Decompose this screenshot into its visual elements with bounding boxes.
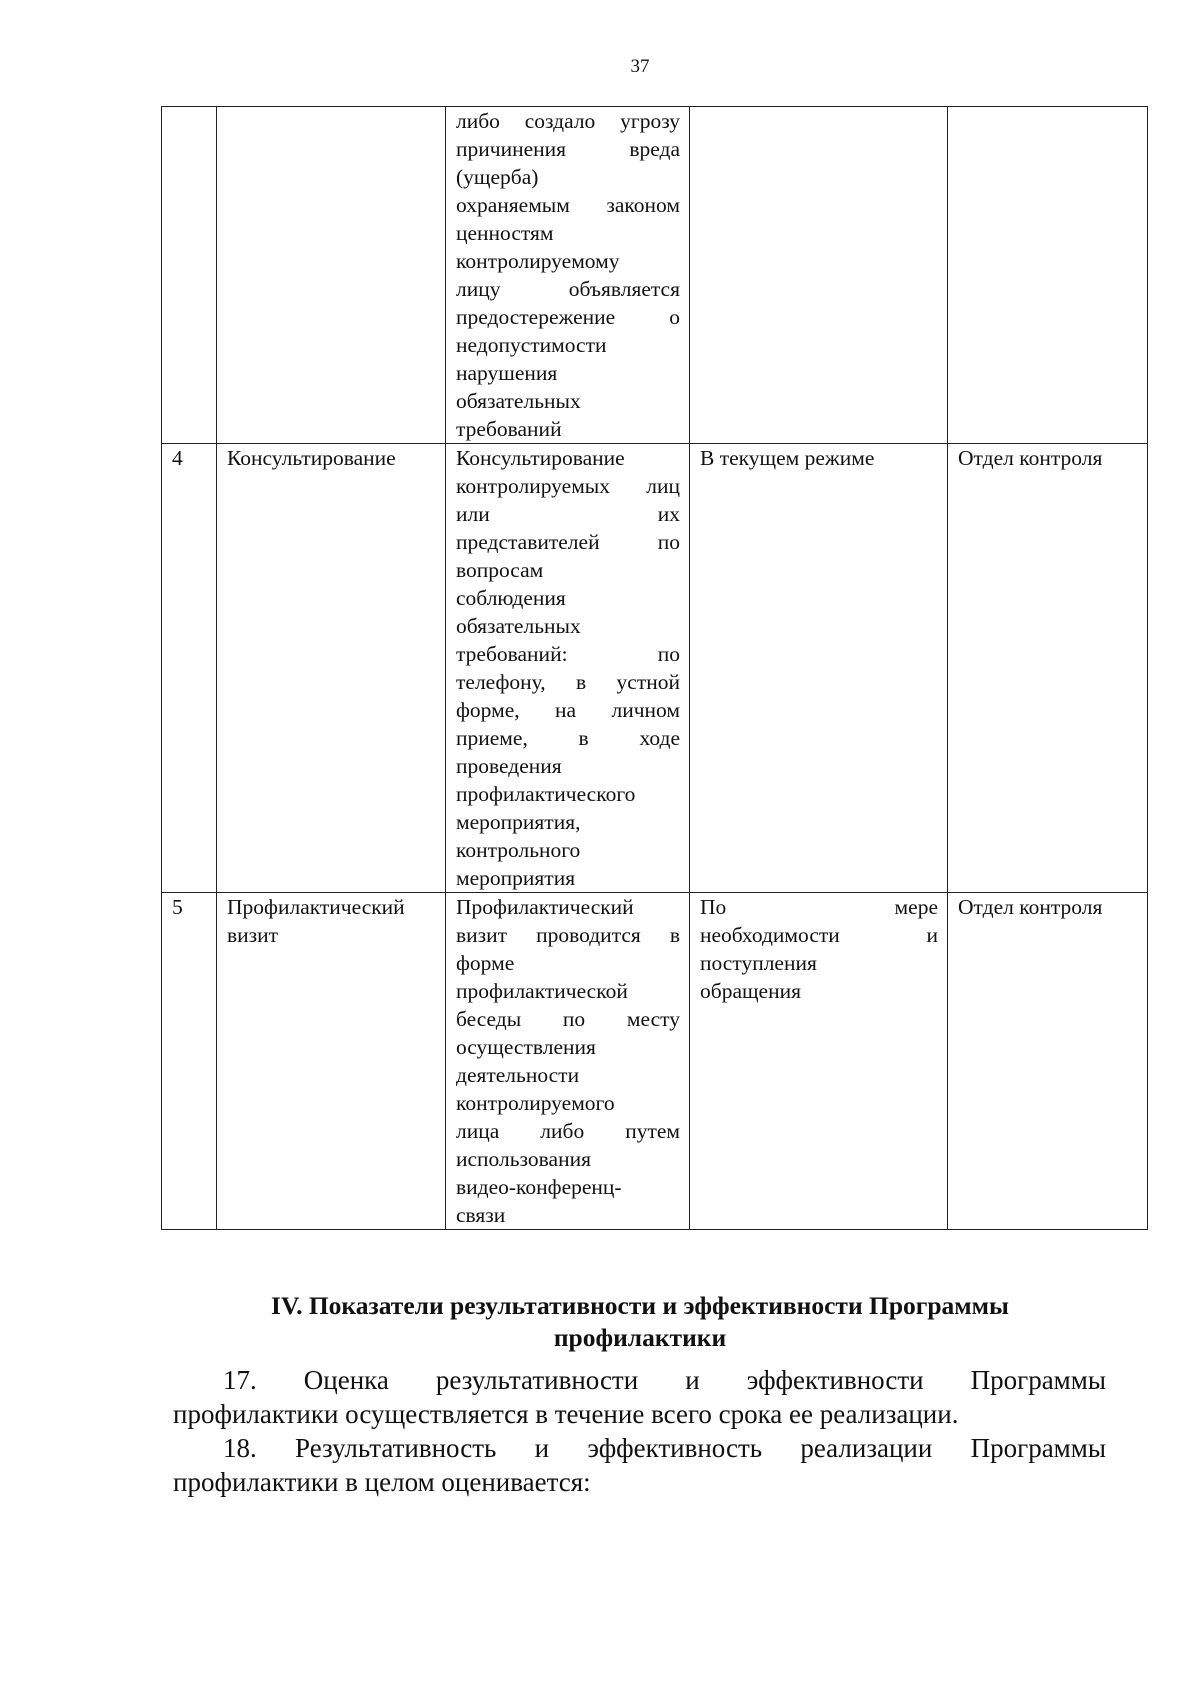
measure-content-line: лица либо путем [456,1119,680,1143]
measure-content-line: видео-конференц- [456,1175,622,1199]
measure-name-cell [217,893,446,1230]
measure-content-line: профилактической [456,979,628,1003]
measure-content-line: использования [456,1147,591,1171]
measure-term-line: В текущем режиме [700,446,875,470]
measure-content-line: контрольного [456,838,581,862]
measure-content-line: охраняемым законом [456,193,680,217]
row-number-cell [162,107,217,444]
paragraph-17 [173,1363,1106,1431]
paragraph-line: профилактики в целом оценивается: [173,1467,591,1497]
measure-content-line: беседы по месту [456,1007,680,1031]
measure-content-line: обязательных [456,389,581,413]
measure-content-line: Консультирование [456,446,625,470]
measure-content-line: нарушения [456,361,558,385]
measure-content-line: мероприятия [456,866,576,890]
measure-content-line: вопросам [456,558,544,582]
measure-term-cell [690,444,948,893]
measure-content-cell [446,444,690,893]
measure-content-line: связи [456,1203,506,1227]
measure-content-line: контролируемому [456,249,620,273]
measure-term-line: По мере [700,895,938,919]
measure-content-line: осуществления [456,1035,596,1059]
measure-content-line: визит проводится в [456,923,680,947]
measure-content-line: телефону, в устной [456,670,680,694]
measure-content-line: лицу объявляется [456,277,680,301]
responsible-unit-line: Отдел контроля [958,446,1103,470]
row-number-cell [162,444,217,893]
page-number: 37 [630,56,650,77]
table-row [162,107,1148,444]
measure-term-line: необходимости и [700,923,938,947]
measure-content-cell [446,107,690,444]
measure-content-line: профилактического [456,782,636,806]
row-number: 5 [172,895,183,919]
row-number-cell [162,893,217,1230]
measure-term-cell [690,893,948,1230]
measure-content-line: недопустимости [456,333,607,357]
measure-content-line: ценностям [456,221,554,245]
measure-content-line: деятельности [456,1063,580,1087]
responsible-unit-cell [948,444,1148,893]
measure-content-line: мероприятия, [456,810,581,834]
measure-name-line: визит [227,923,279,947]
measure-content-cell [446,893,690,1230]
measure-content-line: либо создало угрозу [456,109,680,133]
measure-content-line: требований: по [456,642,680,666]
measure-content-line: обязательных [456,614,581,638]
table-row [162,893,1148,1230]
measure-name-cell [217,444,446,893]
paragraph-line: профилактики осуществляется в течение всего срока ее реализации. [173,1399,959,1429]
responsible-unit-cell [948,893,1148,1230]
table-row [162,444,1148,893]
paragraph-18 [173,1431,1106,1499]
paragraph-line: 18. Результативность и эффективность реализации Программы [223,1433,1106,1463]
responsible-unit-cell [948,107,1148,444]
measure-term-line: поступления [700,951,817,975]
row-number: 4 [172,446,183,470]
measure-content-line: соблюдения [456,586,566,610]
measure-content-line: проведения [456,754,562,778]
measure-content-line: форме, на личном [456,698,680,722]
measure-content-line: Профилактический [456,895,634,919]
measure-content-line: причинения вреда [456,137,680,161]
measure-content-line: предостережение о [456,305,680,329]
measure-name-line: Консультирование [227,446,396,470]
paragraph-line: 17. Оценка результативности и эффективности Программы [223,1365,1106,1395]
measure-name-cell [217,107,446,444]
measure-content-line: или их [456,502,680,526]
measure-name-line: Профилактический [227,895,405,919]
measure-content-line: контролируемых лиц [456,474,680,498]
measure-content-line: (ущерба) [456,165,539,189]
measure-content-line: форме [456,951,515,975]
measure-content-line: приеме, в ходе [456,726,680,750]
section-title [160,1290,1120,1354]
section-title-line-2: профилактики [553,1323,727,1352]
measure-term-cell [690,107,948,444]
measure-content-line: представителей по [456,530,680,554]
measures-table [161,106,1148,1230]
responsible-unit-line: Отдел контроля [958,895,1103,919]
section-title-line-1: IV. Показатели результативности и эффективности Программы [271,1291,1009,1320]
measure-content-line: требований [456,417,562,441]
measure-content-line: контролируемого [456,1091,615,1115]
measure-term-line: обращения [700,979,801,1003]
